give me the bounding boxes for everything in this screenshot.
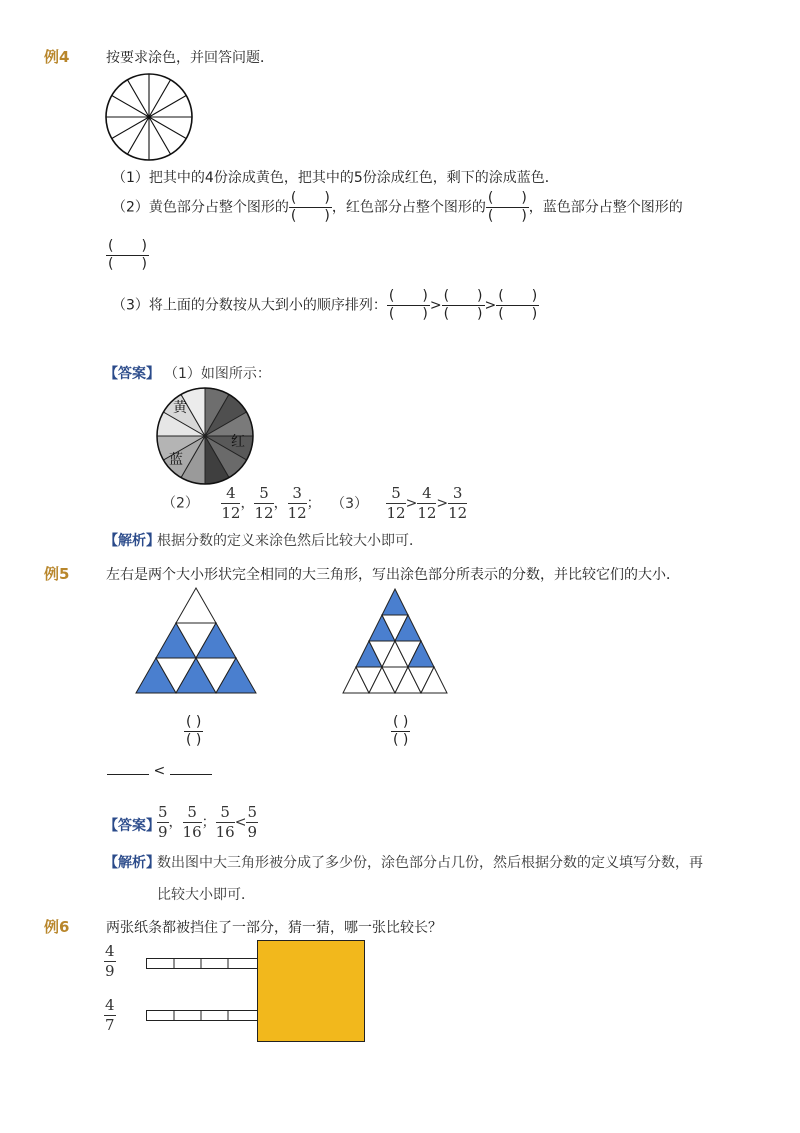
triangle-nine-parts <box>134 586 258 694</box>
answer-3-prefix: （3） <box>331 495 369 512</box>
comma: ， <box>240 495 255 512</box>
greater-than: > <box>429 297 442 314</box>
blank-numerator: ( ) <box>388 288 428 304</box>
comma: ， <box>273 495 288 512</box>
answer-2-line <box>162 484 467 523</box>
blank-numerator: ( ) <box>108 238 147 254</box>
answer-blank-yellow[interactable] <box>289 190 332 225</box>
blank-numerator: ( ) <box>290 190 330 206</box>
answer-2-prefix: （2） <box>162 495 199 512</box>
semicolon: ； <box>306 495 321 512</box>
circle-label-red: 红 <box>231 434 245 450</box>
question-2 <box>112 190 683 225</box>
comma: ， <box>168 814 183 831</box>
answer-blank-blue[interactable] <box>106 238 149 273</box>
answer-fraction: $\frac{5}{12}$ <box>386 484 406 522</box>
twelve-sector-circle <box>104 72 194 162</box>
less-than: < <box>153 763 166 779</box>
comma: ， <box>331 199 346 216</box>
blank-denominator: ( ) <box>108 256 147 272</box>
circle-label-blue: 蓝 <box>169 452 183 468</box>
strip-2-fraction: $\frac{4}{7}$ <box>105 996 115 1034</box>
greater-than: > <box>405 495 418 512</box>
answer-fraction: $\frac{3}{12}$ <box>448 484 468 522</box>
example-4-label: 例4 <box>44 48 70 66</box>
question-2-text-c: 蓝色部分占整个图形的 <box>542 199 683 216</box>
question-2-text-b: 红色部分占整个图形的 <box>345 199 486 216</box>
blank-numerator: ( ) <box>498 288 538 304</box>
analysis-text-1: 数出图中大三角形被分成了多少份，涂色部分占几份，然后根据分数的定义填写分数，再 <box>157 855 703 871</box>
answer-blank-right-triangle[interactable] <box>391 714 410 749</box>
blank-numerator: ( ) <box>443 288 483 304</box>
answer-fraction: $\frac{5}{9}$ <box>158 803 168 841</box>
question-2-text-a: （2）黄色部分占整个图形的 <box>112 199 289 216</box>
example-6-label: 例6 <box>44 918 70 936</box>
colored-circle <box>155 386 255 486</box>
question-3 <box>112 288 539 323</box>
ex5-answer-line <box>157 803 258 842</box>
circle-label-yellow: 黄 <box>173 400 187 416</box>
blank-numerator: ( ) <box>393 714 409 730</box>
less-than: < <box>234 814 247 831</box>
covering-square <box>257 940 365 1042</box>
analysis-text: 根据分数的定义来涂色然后比较大小即可． <box>157 533 423 549</box>
blank-numerator: ( ) <box>487 190 527 206</box>
compare-blank-row[interactable] <box>107 762 212 779</box>
answer-fraction: $\frac{5}{16}$ <box>182 803 202 841</box>
blank-denominator: ( ) <box>393 732 409 748</box>
compare-blank-2 <box>170 762 212 775</box>
order-blank-1[interactable] <box>387 288 430 323</box>
blank-denominator: ( ) <box>388 306 428 322</box>
answer-fraction: $\frac{4}{12}$ <box>221 484 241 522</box>
comma: ， <box>528 199 543 216</box>
answer-fraction: $\frac{5}{12}$ <box>254 484 274 522</box>
answer-fraction: $\frac{5}{9}$ <box>247 803 258 841</box>
blank-denominator: ( ) <box>487 208 527 224</box>
answer-1-text: （1）如图所示： <box>164 366 271 382</box>
blank-denominator: ( ) <box>443 306 483 322</box>
triangle-sixteen-parts <box>333 588 457 694</box>
analysis-text-2: 比较大小即可． <box>157 887 255 903</box>
greater-than: > <box>436 495 449 512</box>
example-6-title: 两张纸条都被挡住了一部分，猜一猜，哪一张比较长？ <box>106 920 442 936</box>
semicolon: ； <box>201 814 216 831</box>
example-4-title: 按要求涂色，并回答问题． <box>106 50 274 66</box>
question-3-text: （3）将上面的分数按从大到小的顺序排列： <box>112 297 387 314</box>
answer-blank-red[interactable] <box>486 190 529 225</box>
paper-strip-2 <box>146 1010 260 1022</box>
blank-denominator: ( ) <box>498 306 538 322</box>
blank-denominator: ( ) <box>290 208 330 224</box>
paper-strip-1 <box>146 958 260 970</box>
blank-numerator: ( ) <box>186 714 202 730</box>
question-1: （1）把其中的4份涂成黄色，把其中的5份涂成红色，剩下的涂成蓝色． <box>112 170 559 186</box>
analysis-label: 【解析】 <box>104 855 160 871</box>
order-blank-3[interactable] <box>496 288 539 323</box>
answer-label: 【答案】 <box>104 818 160 834</box>
blank-denominator: ( ) <box>186 732 202 748</box>
analysis-label: 【解析】 <box>104 533 160 549</box>
answer-blank-left-triangle[interactable] <box>184 714 203 749</box>
order-blank-2[interactable] <box>442 288 485 323</box>
compare-blank-1 <box>107 762 149 775</box>
example-5-title: 左右是两个大小形状完全相同的大三角形，写出涂色部分所表示的分数，并比较它们的大小． <box>106 567 680 583</box>
answer-fraction: $\frac{5}{16}$ <box>215 803 235 841</box>
example-5-label: 例5 <box>44 565 70 583</box>
answer-fraction: $\frac{3}{12}$ <box>287 484 307 522</box>
greater-than: > <box>484 297 497 314</box>
strip-1-fraction: $\frac{4}{9}$ <box>105 942 115 980</box>
answer-fraction: $\frac{4}{12}$ <box>417 484 437 522</box>
answer-label: 【答案】 <box>104 366 160 382</box>
